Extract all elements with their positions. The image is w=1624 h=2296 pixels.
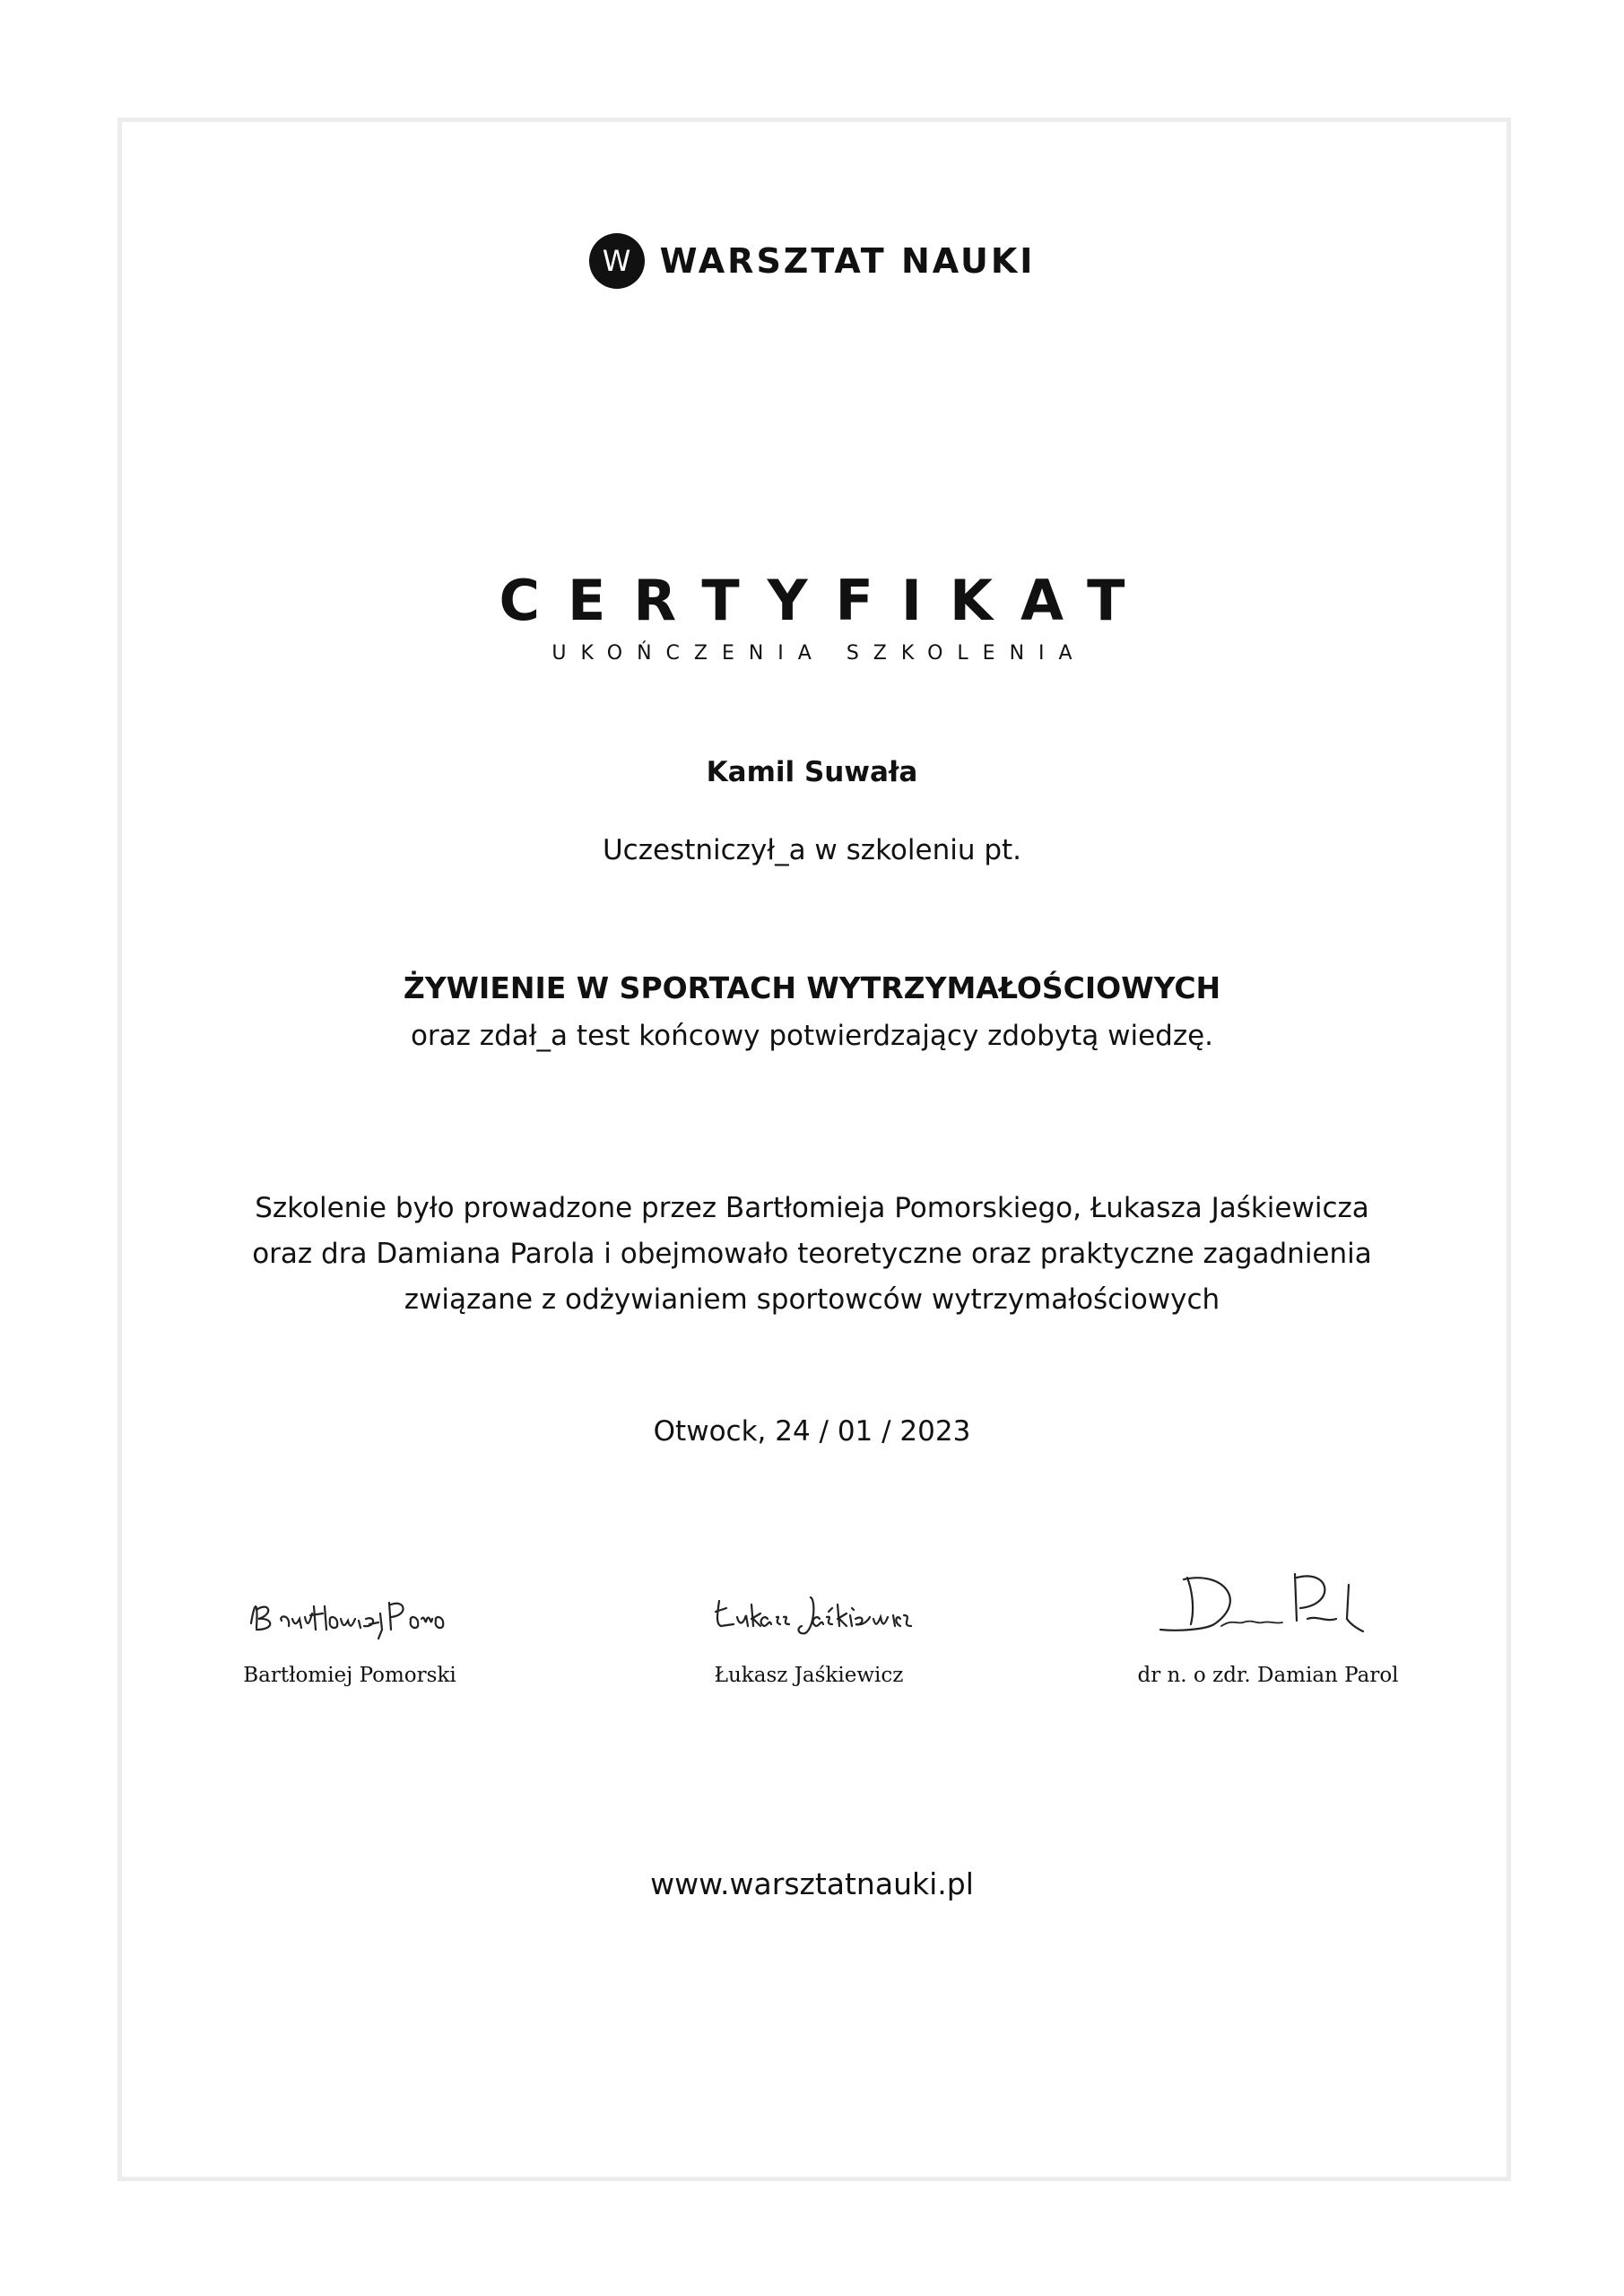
certificate-title: CERTYFIKAT — [499, 568, 1153, 633]
description-line: oraz dra Damiana Parola i obejmowało teoretyczne oraz praktyczne zagadnienia — [252, 1238, 1372, 1270]
handwritten-signature — [585, 1565, 1033, 1646]
participation-text: Uczestniczył_a w szkoleniu pt. — [602, 834, 1022, 866]
description-line: Szkolenie było prowadzone przez Bartłomieja Pomorskiego, Łukasza Jaśkiewicza — [255, 1192, 1369, 1224]
logo — [0, 230, 1624, 291]
handwritten-signature — [126, 1565, 574, 1646]
logo-w-icon: W — [589, 233, 645, 289]
signatory-name: Bartłomiej Pomorski — [243, 1664, 456, 1687]
passed-test-text: oraz zdał_a test końcowy potwierdzający zdobytą wiedzę. — [410, 1020, 1214, 1052]
signature-block — [1044, 1565, 1492, 1687]
logo-text: WARSZTAT NAUKI — [659, 241, 1036, 281]
course-description — [0, 1186, 1624, 1323]
signature-block — [585, 1565, 1033, 1687]
handwritten-signature — [1044, 1565, 1492, 1646]
description-line: związane z odżywianiem sportowców wytrzymałościowych — [404, 1283, 1220, 1316]
course-title: ŻYWIENIE W SPORTACH WYTRZYMAŁOŚCIOWYCH — [403, 970, 1221, 1005]
participant-name: Kamil Suwała — [706, 756, 918, 788]
certificate-subtitle: UKOŃCZENIA SZKOLENIA — [551, 642, 1087, 665]
signatory-name: Łukasz Jaśkiewicz — [714, 1664, 904, 1687]
signature-block — [126, 1565, 574, 1687]
signatory-name: dr n. o zdr. Damian Parol — [1137, 1664, 1399, 1687]
website-link[interactable]: www.warsztatnauki.pl — [650, 1866, 974, 1901]
place-and-date: Otwock, 24 / 01 / 2023 — [653, 1415, 971, 1448]
